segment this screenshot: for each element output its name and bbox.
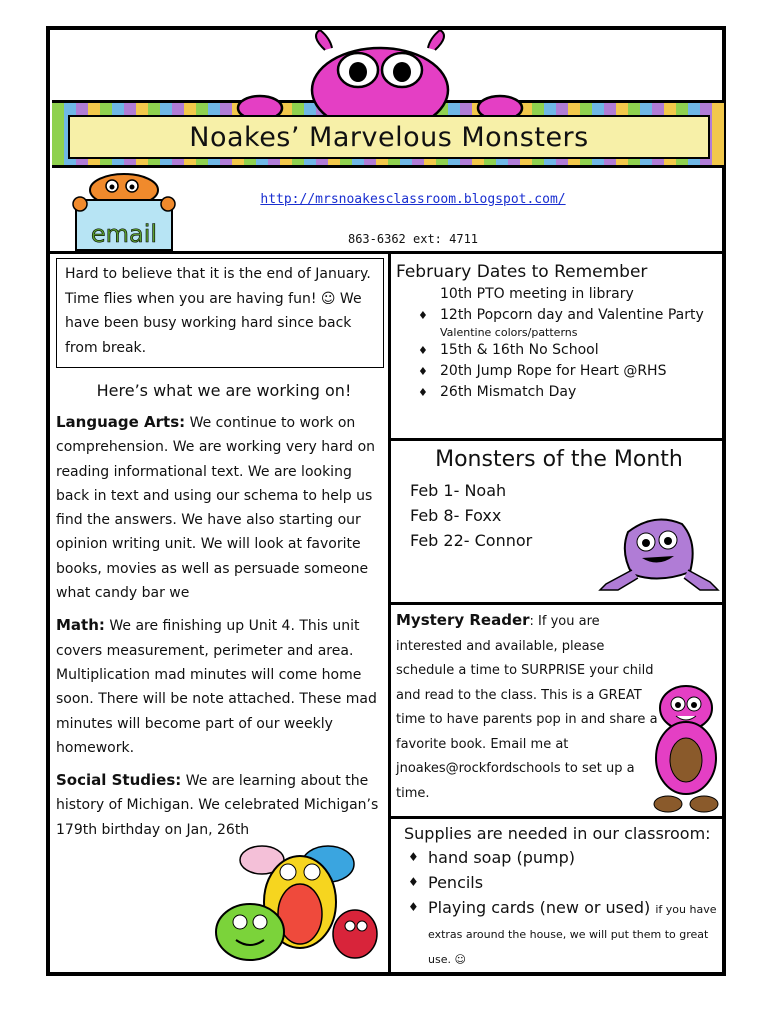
monsters-list [410, 478, 532, 553]
page-title: Noakes’ Marvelous Monsters [189, 121, 589, 153]
social-studies-section [56, 768, 382, 842]
section-label: Mystery Reader [396, 611, 530, 629]
blog-link[interactable]: http://mrsnoakesclassroom.blogspot.com/ [260, 192, 566, 207]
list-item: ♦ hand soap (pump) [404, 845, 724, 870]
math-section [56, 613, 382, 760]
list-item: Feb 8- Foxx [410, 506, 502, 525]
purple-monster-icon [598, 512, 722, 596]
list-item: ♦ 12th Popcorn day and Valentine Party [396, 305, 724, 326]
monster-banner-icon [230, 28, 530, 123]
phone-number: 863-6362 ext: 4711 [347, 232, 479, 246]
list-item: 10th PTO meeting in library [440, 286, 634, 302]
divider [50, 251, 722, 254]
supplies-section [404, 824, 724, 970]
working-sections [56, 410, 382, 850]
list-item: ♦ 15th & 16th No School [396, 340, 724, 361]
list-item: ♦ Pencils [404, 870, 724, 895]
section-title: Monsters of the Month [435, 447, 683, 472]
email-monster-icon [66, 172, 184, 252]
title-box [68, 115, 710, 159]
divider [388, 602, 724, 605]
list-item: ♦ 20th Jump Rope for Heart @RHS [396, 361, 724, 382]
supplies-note: if you have extras around the house, we will put them to great use. ☺ [428, 903, 717, 966]
divider [388, 816, 724, 819]
divider [388, 254, 391, 974]
dates-list [396, 284, 724, 403]
monster-group-icon [200, 842, 386, 966]
pink-monster-icon [648, 684, 724, 814]
divider [388, 438, 724, 441]
item-text: Playing cards (new or used) [428, 898, 651, 917]
list-item: Valentine colors/patterns [440, 326, 578, 339]
section-text: We continue to work on comprehension. We are working very hard on reading informational text. We are looking back in text and using our schema to help us find the answers. We have also starting our opinion writing unit. We will look at favorite books, movies as well as persuade someone what candy bar we [56, 415, 376, 602]
section-text: We are finishing up Unit 4. This unit covers measurement, perimeter and area. Multiplication mad minutes will come home soon. There will be note attached. These mad minutes will become part of our weekly homework. [56, 618, 377, 756]
february-dates [396, 262, 724, 403]
section-label: Language Arts: [56, 413, 186, 431]
list-item [404, 895, 724, 970]
intro-box [56, 258, 384, 368]
mystery-reader [396, 608, 658, 806]
section-text: We are learning about the history of Michigan. We celebrated Michigan’s 179th birthday on Jan, 26th [56, 773, 379, 838]
section-label: Math: [56, 616, 105, 635]
working-heading: Here’s what we are working on! [96, 381, 352, 400]
section-label: Social Studies: [56, 771, 182, 790]
language-arts-section [56, 410, 382, 605]
list-item: Feb 22- Connor [410, 531, 533, 550]
email-label: email [90, 220, 158, 248]
section-title: February Dates to Remember [396, 262, 648, 282]
intro-text: Hard to believe that it is the end of January. Time flies when you are having fun! ☺ We have been busy working hard since back from break. [65, 266, 371, 356]
section-text: : If you are interested and available, please schedule a time to SURPRISE your child and read to the class. This is a GREAT time to have parents pop in and share a favorite book. Email me at jnoakes@rockfordschools to set up a time. [396, 614, 658, 801]
list-item: ♦ 26th Mismatch Day [396, 382, 724, 403]
section-title: Supplies are needed in our classroom: [404, 824, 711, 843]
supplies-list [404, 845, 724, 970]
list-item: Feb 1- Noah [410, 481, 507, 500]
